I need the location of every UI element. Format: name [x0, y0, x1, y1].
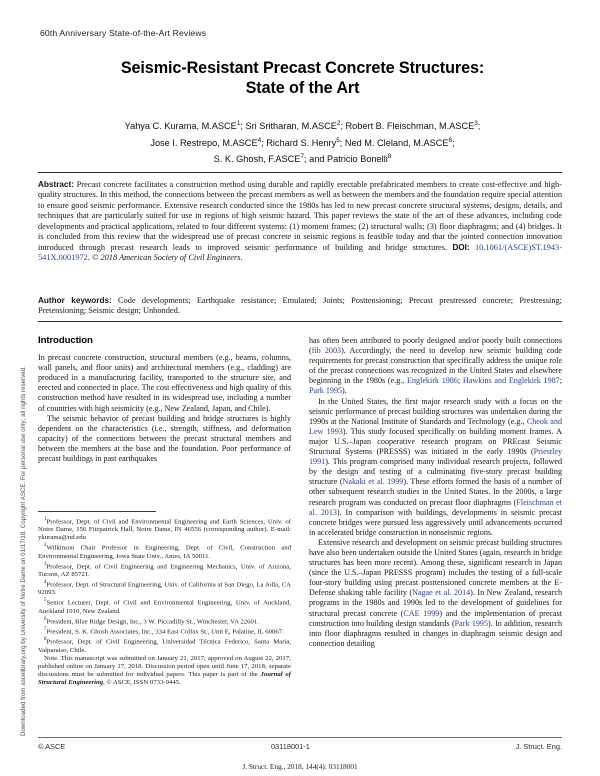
footnote-marker: 6	[44, 616, 47, 622]
footnote-item	[38, 616, 291, 626]
footnote-item	[38, 626, 291, 636]
author-affil-marker: 8	[387, 153, 392, 161]
page-title-line-1: Seismic-Resistant Precast Concrete Structures:	[120, 59, 485, 77]
footnote-item	[38, 542, 291, 560]
footnote-item	[38, 636, 291, 654]
author-line-2	[150, 138, 454, 148]
citation-link[interactable]: Park 1995	[454, 618, 489, 628]
citation-link[interactable]: Englekirk 1986	[407, 376, 458, 386]
author-name: ; Robert B. Fleischman, M.ASCE	[340, 121, 475, 132]
paragraph	[309, 336, 562, 397]
paragraph: The seismic behavior of precast building and bridge structures is highly dependent on the characteristics (i.e., strength, stiffness, and deformation capacity) of the connections between the precast structural members and between the members at the base and the foundation. Poor performance of precast buildings in past earthquakes	[38, 413, 291, 464]
footer-publisher: © ASCE	[38, 742, 66, 751]
journal-name: Journal of Structural Engineering	[38, 670, 291, 686]
author-line-3	[214, 154, 392, 164]
citation-link[interactable]: Park 1995	[309, 386, 343, 396]
author-name: Jose I. Restrepo, M.ASCE	[150, 137, 258, 148]
paragraph-text: ). Accordingly, the need to develop new seismic building code requirements for precast construction that specifically address the unique role of the precast connections was recognized in the United States and elsewhere beginning in the 1980s (e.g.,	[309, 346, 562, 386]
footnote-text: Senior Lecturer, Dept. of Civil and Environmental Engineering, Univ. of Auckland, Auckland 1010, New Zealand.	[38, 599, 291, 615]
author-byline	[45, 117, 560, 167]
author-sep: ;	[452, 137, 455, 148]
footer-rule	[38, 737, 562, 738]
abstract-label: Abstract:	[38, 180, 74, 189]
download-watermark-rail	[0, 0, 34, 776]
abstract-block	[38, 180, 562, 264]
footnote-text: Professor, Dept. of Civil Engineering and Engineering Mechanics, Univ. of Arizona, Tucson, AZ 85721.	[38, 562, 291, 579]
author-affil-marker: 4	[257, 136, 262, 144]
body-column-right	[309, 336, 562, 649]
footnote-text: President, Blue Ridge Design, Inc., 3 W. Piccadilly St., Winchester, VA 22601.	[46, 618, 259, 626]
footnote-marker: 3	[44, 561, 47, 567]
section-kicker: 60th Anniversary State-of-the-Art Reviews	[40, 28, 207, 38]
paragraph-text: In the United States, the first major research study with a focus on the seismic performance of precast building structures was undertaken during the 1990s at the National Institute of Standards and Technology (e.g.,	[309, 396, 562, 426]
footer-citation-line: J. Struct. Eng., 2018, 144(4): 03118001	[242, 762, 358, 771]
paragraph-text: ;	[559, 376, 562, 386]
keywords-body: Code developments; Earthquake resistance; Emulated; Joints; Posttensioning; Precast prestressed concrete; Prestressing; Pretensioning; Seismic design; Unbonded.	[38, 296, 562, 316]
author-name: ; Richard S. Henry	[261, 137, 337, 148]
footnote-marker: 5	[44, 598, 47, 604]
author-affil-marker: 6	[448, 136, 453, 144]
paragraph: In precast concrete construction, structural members (e.g., beams, columns, wall panels, and floor units) and architectural members (e.g., cladding) are produced in a manufacturing facility, transported to the structure site, and erected and connected in place. The cost effectiveness and high quality of this construction method have resulted in its widespread use, including a number of countries with high seismicity (e.g., New Zealand, Japan, and Chile).	[38, 353, 291, 413]
publication-note	[38, 655, 291, 687]
paragraph-text: ). In addition, research into floor diaphragms resulted in changes in diaphragm seismic design and connection detailing	[309, 618, 562, 648]
paragraph-text: ). This program comprised many individual research projects, followed by the design and testing of a culminating five-story precast building structure (	[309, 457, 562, 487]
author-affil-marker: 2	[336, 120, 341, 127]
page-title-line-2: State of the Art	[245, 79, 360, 97]
citation-link[interactable]: Hawkins and Englekirk 1987	[462, 376, 560, 386]
footnote-text: President, S. K. Ghosh Associates, Inc., 334 East Colfax St., Unit E, Palatine, IL 60067.	[46, 628, 284, 636]
footnotes-block	[38, 516, 291, 687]
keywords-block	[38, 296, 562, 317]
author-affil-marker: 1	[236, 120, 241, 127]
paragraph-text: ) and the implementation of precast construction into building design standards (	[309, 608, 562, 628]
paragraph-text: Extensive research and development on seismic precast building structures have also been undertaken outside the United States (again, research in bridge structures has been more recent). Among these, significant research in Japan (since the U.S.–Japan PRESSS program) includes the testing of a full-scale four-story building using precast posttensioned concrete members at the E-Defense shaking table facility (	[309, 537, 562, 598]
body-column-left	[38, 336, 291, 464]
paragraph-text: ). In New Zealand, research programs in the 1980s and 1990s led to the development of guidelines for structural precast concrete (	[309, 588, 562, 618]
paragraph-text: ). This study focused specifically on building moment frames. A major U.S.–Japan cooperative research program on PREcast Seismic Structural Systems (PRESSS) was initiated in the early 1990s (	[309, 426, 562, 457]
author-name: ; Sri Sritharan, M.ASCE	[240, 121, 337, 132]
paragraph-text: ).	[342, 386, 347, 396]
author-name: S. K. Ghosh, F.ASCE	[213, 154, 301, 165]
author-sep: ;	[477, 121, 481, 132]
footnote-marker: 7	[44, 627, 47, 633]
keywords-label: Author keywords:	[38, 296, 112, 305]
citation-link[interactable]: Nakaki et al. 1999	[342, 477, 404, 487]
abstract-copyright: . © 2018 American Society of Civil Engineers.	[87, 253, 243, 263]
footnote-text: Professor, Dept. of Civil and Environmental Engineering and Earth Sciences, Univ. of Notre Dame, 156 Fitzpatrick Hall, Notre Dame, IN 46556 (corresponding author). E-mail: ykurama@nd.edu	[38, 518, 291, 542]
footnote-rule	[38, 511, 156, 512]
publication-note-text: , © ASCE, ISSN 0733-9445.	[103, 678, 181, 686]
footnote-marker: 1	[44, 517, 47, 522]
author-affil-marker: 3	[474, 120, 478, 127]
abstract-bottom-rule	[38, 321, 562, 322]
paragraph	[309, 397, 562, 538]
footer-article-id: 03118001-1	[270, 742, 310, 751]
author-name: Yahya C. Kurama, M.ASCE	[124, 121, 237, 132]
doi-link[interactable]: 10.1061/(ASCE)ST.1943-541X.0001972	[38, 242, 562, 263]
footnote-item	[38, 516, 291, 542]
doi-label: DOI:	[452, 242, 470, 252]
author-affil-marker: 5	[336, 136, 340, 144]
paragraph-text: ). In comparison with buildings, developments in seismic precast concrete bridges were pursued less aggressively until advancements occurred in accelerated bridge construction in nonseismic regions.	[309, 507, 563, 537]
paragraph-text: has often been attributed to poorly designed and/or poorly built connections (	[309, 336, 562, 356]
author-name: ; and Patricio Bonelli	[304, 154, 388, 165]
author-name: ; Ned M. Cleland, M.ASCE	[339, 137, 449, 148]
citation-link[interactable]: Nagae et al. 2014	[412, 588, 471, 598]
page-title	[40, 58, 565, 98]
footnote-item	[38, 561, 291, 579]
footnote-marker: 4	[44, 580, 47, 586]
footnote-item	[38, 597, 291, 615]
citation-link[interactable]: CAE 1999	[403, 608, 440, 618]
author-line-1	[125, 121, 481, 131]
publication-note-text: Note. This manuscript was submitted on January 21, 2017; approved on August 22, 2017; published online on January 17, 2018. Discussion period open until June 17, 2018; separate discussions must be submitted for individual papers. This paper is part of the	[38, 654, 291, 678]
author-affil-marker: 7	[300, 153, 305, 161]
footnote-text: Wilkinson Chair Professor in Engineering, Dept. of Civil, Construction and Environmental Engineering, Iowa State Univ., Ames, IA 50011.	[38, 544, 291, 560]
footnote-item	[38, 579, 291, 597]
page-footer	[38, 742, 562, 751]
citation-link[interactable]: Fleischman et al. 2013	[309, 497, 562, 517]
footnote-text: Professor, Dept. of Civil Engineering, Universidad Técnica Federico, Santa Maria, Valparaiso, Chile.	[38, 638, 291, 654]
abstract-body: Precast concrete facilitates a construction method using durable and rapidly erectable prefabricated members to create cost-effective and high-quality structures. In this method, the connections between the precast members as well as between the members and the foundation require special attention to ensure good seismic performance. Extensive research conducted since the 1980s has led to new precast concrete structural systems, designs, details, and techniques that are particularly suited for use in regions of high seismic hazard. This paper reviews the state of the art of these advances, including code developments and practical applications, related to four different systems: (1) moment frames; (2) structural walls; (3) floor diaphragms; and (4) bridges. It is concluded from this review that the widespread use of precast concrete in seismic regions is feasible today and that the jointed connection innovation introduced through precast research leads to improved seismic performance of building and bridge structures.	[38, 180, 562, 252]
footer-journal-abbrev: J. Struct. Eng.	[515, 742, 562, 751]
footnote-text: Professor, Dept. of Structural Engineering, Univ. of California at San Diego, La Jolla, CA 92093.	[38, 581, 291, 597]
paragraph	[309, 538, 562, 649]
download-watermark-text: Downloaded from ascelibrary.org by University of Notre Dame on 01/17/18. Copyright ASCE. For personal use only; all rights reserved.	[20, 366, 27, 736]
section-heading-introduction: Introduction	[38, 335, 93, 346]
citation-link[interactable]: Cheok and Lew 1993	[309, 416, 562, 436]
citation-link[interactable]: fib 2003	[311, 346, 342, 356]
footnote-marker: 8	[44, 637, 47, 643]
footnote-marker: 2	[44, 543, 47, 549]
paragraph-text: ). These efforts formed the basis of a number of other subsequent research studies in the United States. In the 2000s, a large research program was conducted on precast floor diaphragms (	[309, 477, 563, 507]
abstract-top-rule	[38, 172, 562, 173]
paragraph-text: ;	[457, 376, 463, 386]
citation-link[interactable]: Priestley 1991	[309, 447, 562, 467]
